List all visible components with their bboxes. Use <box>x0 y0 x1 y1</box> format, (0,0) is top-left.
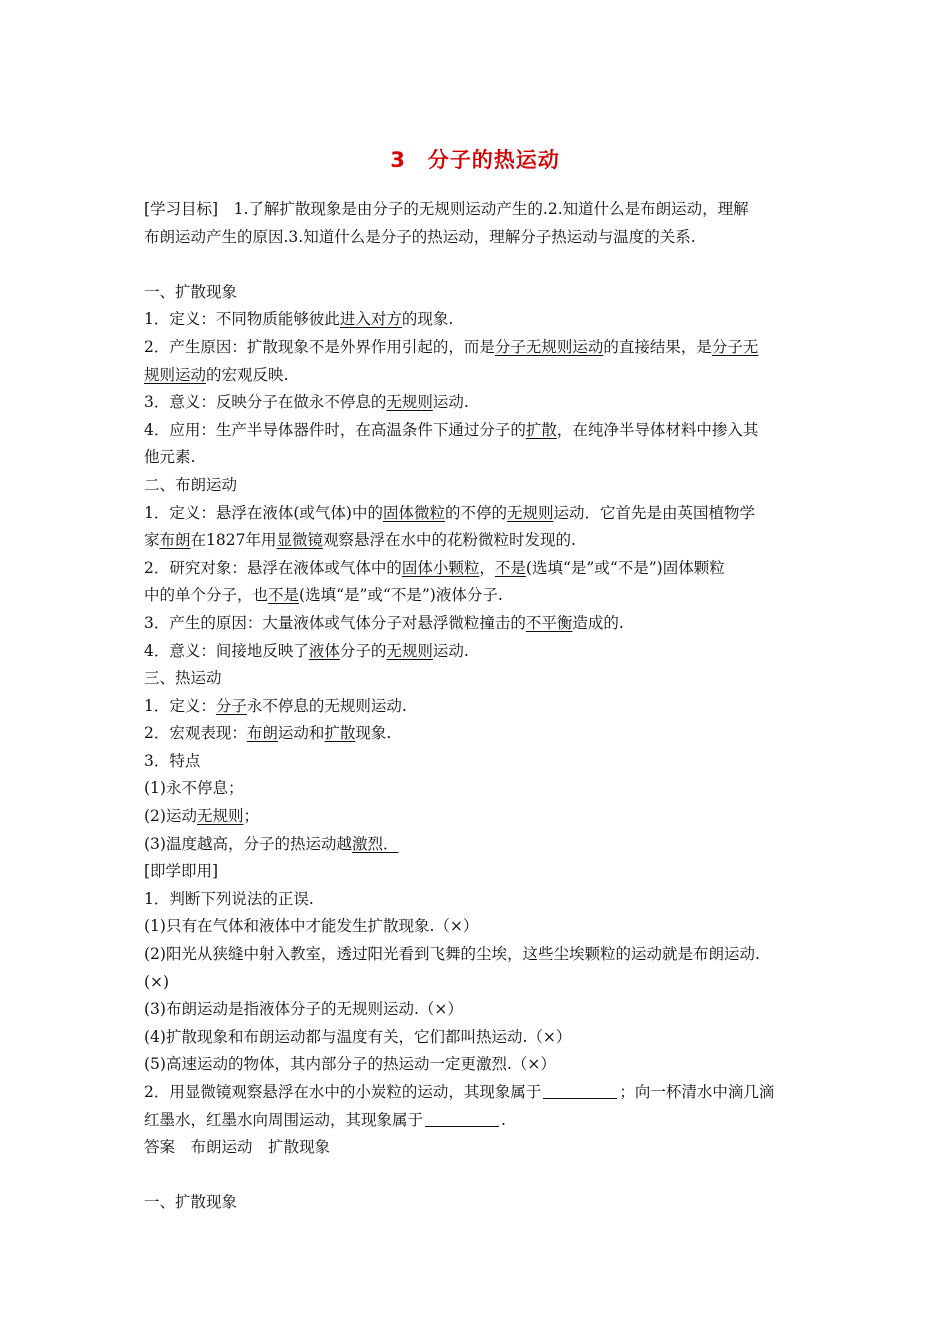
paragraph: 规则运动的宏观反映. <box>144 365 289 384</box>
filled-answer: 无规则 <box>386 641 433 660</box>
filled-answer: 固体小颗粒 <box>401 558 480 577</box>
spacer <box>144 1162 814 1190</box>
paragraph: 2．产生原因：扩散现象不是外界作用引起的，而是分子无规则运动的直接结果，是分子无 <box>144 337 759 356</box>
section-heading-brownian: 二、布朗运动 <box>144 475 238 494</box>
paragraph: 他元素. <box>144 448 196 467</box>
filled-answer: 显微镜 <box>276 531 323 550</box>
answer-line: 答案 布朗运动 扩散现象 <box>144 1138 331 1157</box>
judgment-item: (5)高速运动的物体，其内部分子的热运动一定更激烈.（×） <box>144 1055 556 1074</box>
filled-answer: 扩散 <box>525 420 557 439</box>
filled-answer: 布朗 <box>246 724 278 743</box>
filled-answer: 无规则 <box>196 807 244 826</box>
section-heading-diffusion-explained: 一、扩散现象 <box>144 1193 238 1212</box>
objectives-tag: [学习目标] <box>144 200 219 218</box>
filled-answer: 不是 <box>494 558 526 577</box>
filled-answer: 扩散 <box>324 724 356 743</box>
filled-answer: 不平衡 <box>525 613 573 632</box>
filled-answer: 布朗 <box>159 531 191 550</box>
paragraph: 3．产生的原因：大量液体或气体分子对悬浮微粒撞击的不平衡造成的. <box>144 613 624 632</box>
question: 红墨水，红墨水向周围运动，其现象属于 . <box>144 1110 506 1129</box>
paragraph: 1．定义：不同物质能够彼此进入对方的现象. <box>144 310 454 329</box>
feature-item: (3)温度越高，分子的热运动越激烈． <box>144 834 399 853</box>
spacer <box>144 251 814 279</box>
paragraph: 4．应用：生产半导体器件时，在高温条件下通过分子的扩散，在纯净半导体材料中掺入其 <box>144 420 759 439</box>
question: 1．判断下列说法的正误. <box>144 889 314 908</box>
judgment-item: (1)只有在气体和液体中才能发生扩散现象.（×） <box>144 917 479 936</box>
filled-answer: 不是 <box>268 586 300 605</box>
document-body <box>144 196 814 1217</box>
filled-answer: 规则运动 <box>144 365 207 384</box>
filled-answer: 进入对方 <box>339 310 402 329</box>
question: 2．用显微镜观察悬浮在水中的小炭粒的运动，其现象属于 ；向一杯清水中滴几滴 <box>144 1083 775 1101</box>
filled-answer: 分子 <box>215 696 247 715</box>
judgment-item: (4)扩散现象和布朗运动都与温度有关，它们都叫热运动.（×） <box>144 1027 572 1046</box>
paragraph: 1．定义：分子永不停息的无规则运动. <box>144 696 407 715</box>
filled-answer: 液体 <box>308 641 340 660</box>
practice-heading: [即学即用] <box>144 862 219 881</box>
section-heading-diffusion: 一、扩散现象 <box>144 282 238 301</box>
answer-blank <box>425 1111 499 1127</box>
judgment-item: (×) <box>144 972 170 991</box>
filled-answer: 无规则 <box>386 393 433 412</box>
paragraph: 4．意义：间接地反映了液体分子的无规则运动. <box>144 641 469 660</box>
paragraph: 2．宏观表现：布朗运动和扩散现象. <box>144 724 392 743</box>
filled-answer: 分子无规则运动 <box>494 337 604 356</box>
filled-answer: 激烈． <box>351 834 399 853</box>
answer-blank <box>543 1083 617 1099</box>
judgment-item: (3)布朗运动是指液体分子的无规则运动.（×） <box>144 1000 463 1019</box>
paragraph: 中的单个分子，也不是(选填“是”或“不是”)液体分子. <box>144 586 503 605</box>
feature-item: (2)运动无规则； <box>144 807 259 826</box>
paragraph: 3．特点 <box>144 751 201 770</box>
filled-answer: 固体微粒 <box>382 503 445 522</box>
judgment-item: (2)阳光从狭缝中射入教室，透过阳光看到飞舞的尘埃，这些尘埃颗粒的运动就是布朗运动. <box>144 945 760 964</box>
filled-answer: 分子无 <box>711 337 759 356</box>
section-heading-thermal-motion: 三、热运动 <box>144 669 222 688</box>
paragraph: 1．定义：悬浮在液体(或气体)中的固体微粒的不停的无规则运动．它首先是由英国植物学 <box>144 503 756 522</box>
paragraph: 2．研究对象：悬浮在液体或气体中的固体小颗粒，不是(选填“是”或“不是”)固体颗粒 <box>144 558 725 577</box>
paragraph: 3．意义：反映分子在做永不停息的无规则运动. <box>144 393 469 412</box>
objectives-line: 布朗运动产生的原因.3.知道什么是分子的热运动，理解分子热运动与温度的关系. <box>144 227 696 246</box>
objectives-line: [学习目标] 1.了解扩散现象是由分子的无规则运动产生的.2.知道什么是布朗运动，理解 <box>144 200 749 218</box>
filled-answer: 无规则 <box>507 503 554 522</box>
page-title: 3 分子的热运动 <box>390 148 560 172</box>
feature-item: (1)永不停息； <box>144 779 244 798</box>
paragraph: 家布朗在1827年用显微镜观察悬浮在水中的花粉微粒时发现的. <box>144 531 576 550</box>
